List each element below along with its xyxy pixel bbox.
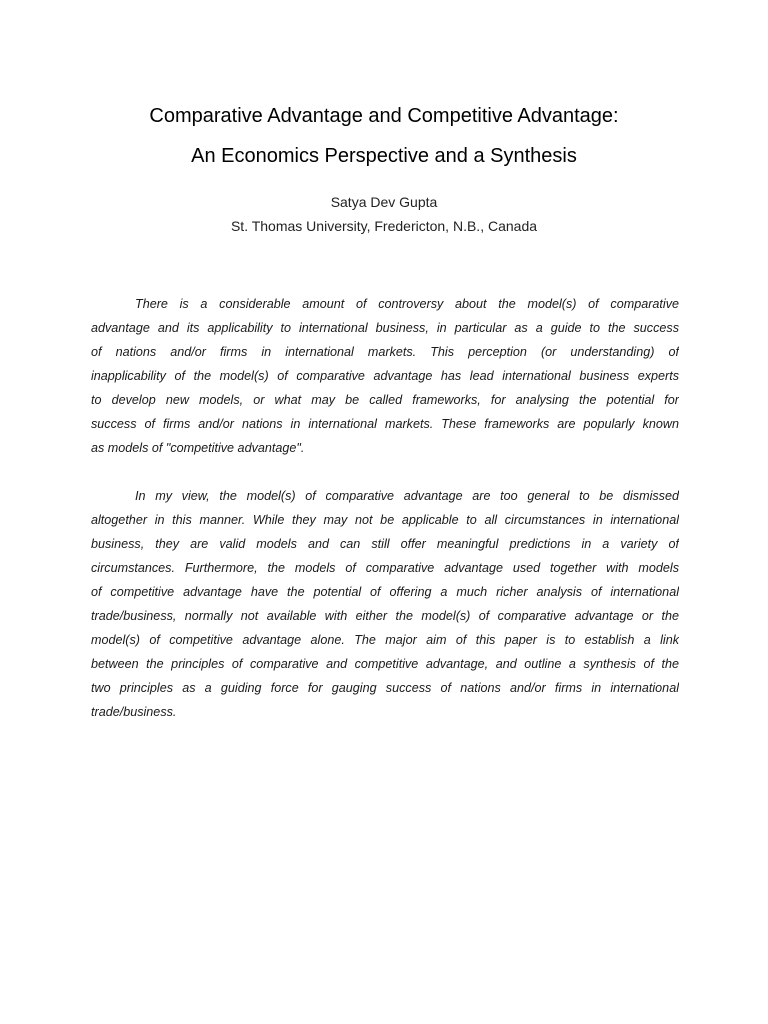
paragraph-line: two principles as a guiding force for gauging success of nations and/or firms in international: [91, 681, 679, 695]
title-line-1: Comparative Advantage and Competitive Advantage:: [149, 105, 619, 127]
paragraph-line: altogether in this manner. While they may not be applicable to all circumstances in international: [91, 513, 679, 527]
paragraph-line: model(s) of competitive advantage alone. The major aim of this paper is to establish a link: [91, 633, 679, 647]
abstract-paragraph-2: [91, 484, 679, 724]
paragraph-line: trade/business, normally not available with either the model(s) of comparative advantage or the: [91, 609, 679, 623]
paragraph-line: inapplicability of the model(s) of comparative advantage has lead international business experts: [91, 369, 679, 383]
title-line-2: An Economics Perspective and a Synthesis: [191, 145, 577, 167]
paragraph-line: circumstances. Furthermore, the models of comparative advantage used together with models: [91, 561, 679, 575]
author-name: Satya Dev Gupta: [330, 194, 438, 210]
author-affiliation: St. Thomas University, Fredericton, N.B., Canada: [230, 218, 538, 234]
paragraph-line: advantage and its applicability to international business, in particular as a guide to the success: [91, 321, 679, 335]
paragraph-line: trade/business.: [91, 705, 177, 719]
author-info: [0, 190, 768, 238]
paragraph-line: of nations and/or firms in international markets. This perception (or understanding) of: [91, 345, 679, 359]
paragraph-line: between the principles of comparative and competitive advantage, and outline a synthesis of the: [91, 657, 679, 671]
paragraph-line: success of firms and/or nations in international markets. These frameworks are popularly known: [91, 417, 679, 431]
paragraph-line: as models of "competitive advantage".: [91, 441, 305, 455]
abstract-paragraph-1: [91, 292, 679, 460]
paragraph-line: There is a considerable amount of controversy about the model(s) of comparative: [135, 297, 679, 311]
paragraph-line: of competitive advantage have the potential of offering a much richer analysis of international: [91, 585, 679, 599]
paragraph-line: In my view, the model(s) of comparative advantage are too general to be dismissed: [135, 489, 679, 503]
paragraph-line: business, they are valid models and can still offer meaningful predictions in a variety of: [91, 537, 679, 551]
paragraph-line: to develop new models, or what may be called frameworks, for analysing the potential for: [91, 393, 679, 407]
paper-title: [0, 96, 768, 176]
